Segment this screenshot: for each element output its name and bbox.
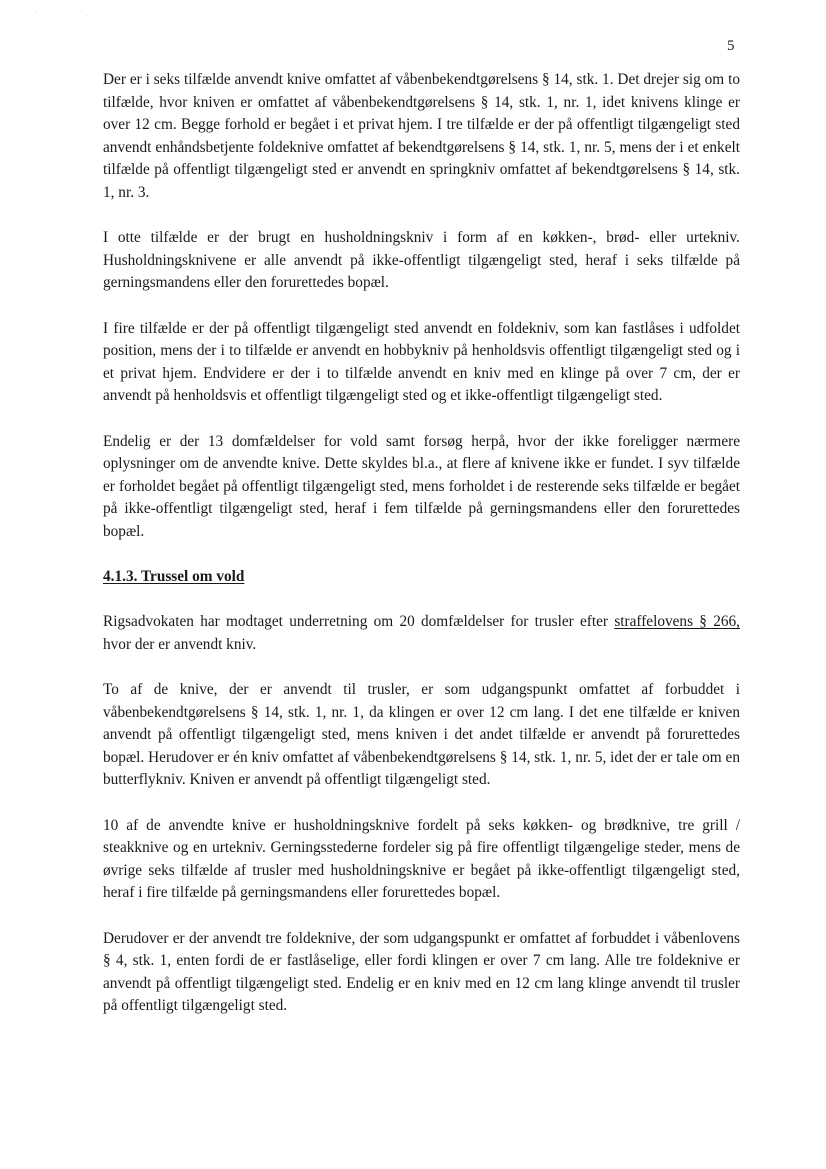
paragraph-threats-intro [103,611,740,656]
paragraph-knives-weapons-order: Der er i seks tilfælde anvendt knive omfattet af våbenbekendtgørelsens § 14, stk. 1. Det drejer sig om to tilfælde, hvor kniven er omfattet af våbenbekendtgørelsens § 14, stk. 1, nr. 1, idet knivens klinge er over 12 cm. Begge forhold er begået i et privat hjem. I tre tilfælde er der på offentligt tilgængeligt sted anvendt enhåndsbetjente foldeknive omfattet af bekendtgørelsens § 14, stk. 1, nr. 5, mens der i et enkelt tilfælde på offentligt tilgængeligt sted er anvendt en springkniv omfattet af bekendtgørelsens § 14, stk. 1, nr. 3. [103,71,740,201]
paragraph-threats-prohibited-knives: To af de knive, der er anvendt til trusler, er som udgangspunkt omfattet af forbuddet i våbenbekendtgørelsens § 14, stk. 1, nr. 1, da klingen er over 12 cm lang. I det ene tilfælde er kniven anvendt på offentligt tilgængeligt sted, mens kniven i det andet tilfælde er anvendt på forurettedes bopæl. Herudover er én kniv omfattet af våbenbekendtgørelsens § 14, stk. 1, nr. 5, idet der er tale om en butterflykniv. Kniven er anvendt på offentligt tilgængeligt sted. [103,681,740,789]
paragraph-threats-folding-knives: Derudover er der anvendt tre foldeknive, der som udgangspunkt er omfattet af forbuddet i våbenlovens § 4, stk. 1, enten fordi de er fastlåselige, eller fordi klingen er over 7 cm lang. Alle tre foldeknive er anvendt på offentligt tilgængeligt sted. Endelig er en kniv med en 12 cm lang klinge anvendt til trusler på offentligt tilgængeligt sted. [103,929,740,1015]
page-body [103,69,740,1041]
paragraph-folding-knives: I fire tilfælde er der på offentligt tilgængeligt sted anvendt en foldekniv, som kan fastlåses i udfoldet position, mens der i to tilfælde er anvendt en hobbykniv på henholdsvis offentligt tilgængeligt sted og i et privat hjem. Endvidere er der i to tilfælde anvendt en kniv med en klinge på over 7 cm, der er anvendt på henholdsvis et offentligt tilgængeligt sted og et ikke-offentligt tilgængeligt sted. [103,319,740,405]
paragraph-unknown-knives: Endelig er der 13 domfældelser for vold samt forsøg herpå, hvor der ikke foreligger nærmere oplysninger om de anvendte knive. Dette skyldes bl.a., at flere af knivene ikke er fundet. I syv tilfælde er forholdet begået på offentligt tilgængeligt sted, mens forholdet i de resterende seks tilfælde er begået på ikke-offentligt tilgængeligt sted, heraf i fem tilfælde på gerningsmandens eller den forurettedes bopæl. [103,432,740,540]
paragraph-threats-household-knives: 10 af de anvendte knive er husholdningsknive fordelt på seks køkken- og brødknive, tre grill / steakknive og en urtekniv. Gerningsstederne fordeler sig på fire offentligt tilgængelige steder, mens de øvrige seks tilfælde af trusler med husholdningsknive er begået på ikke-offentligt tilgængeligt sted, heraf i fire tilfælde på gerningsmandens eller forurettedes bopæl. [103,816,740,902]
page-number: 5 [727,38,735,54]
section-heading: 4.1.3. Trussel om vold [103,568,245,586]
paragraph-household-knives: I otte tilfælde er der brugt en husholdningskniv i form af en køkken-, brød- eller urtekniv. Husholdningsknivene er alle anvendt på ikke-offentligt tilgængeligt sted, heraf i seks tilfælde på gerningsmandens eller den forurettedes bopæl. [103,229,740,292]
intro-text-before: Rigsadvokaten har modtaget underretning om 20 domfældelser for trusler efter [103,613,615,631]
straffeloven-link[interactable]: straffelovens § 266, [614,613,741,631]
scan-specks: ' . [36,12,113,18]
intro-text-after: hvor der er anvendt kniv. [103,635,257,653]
